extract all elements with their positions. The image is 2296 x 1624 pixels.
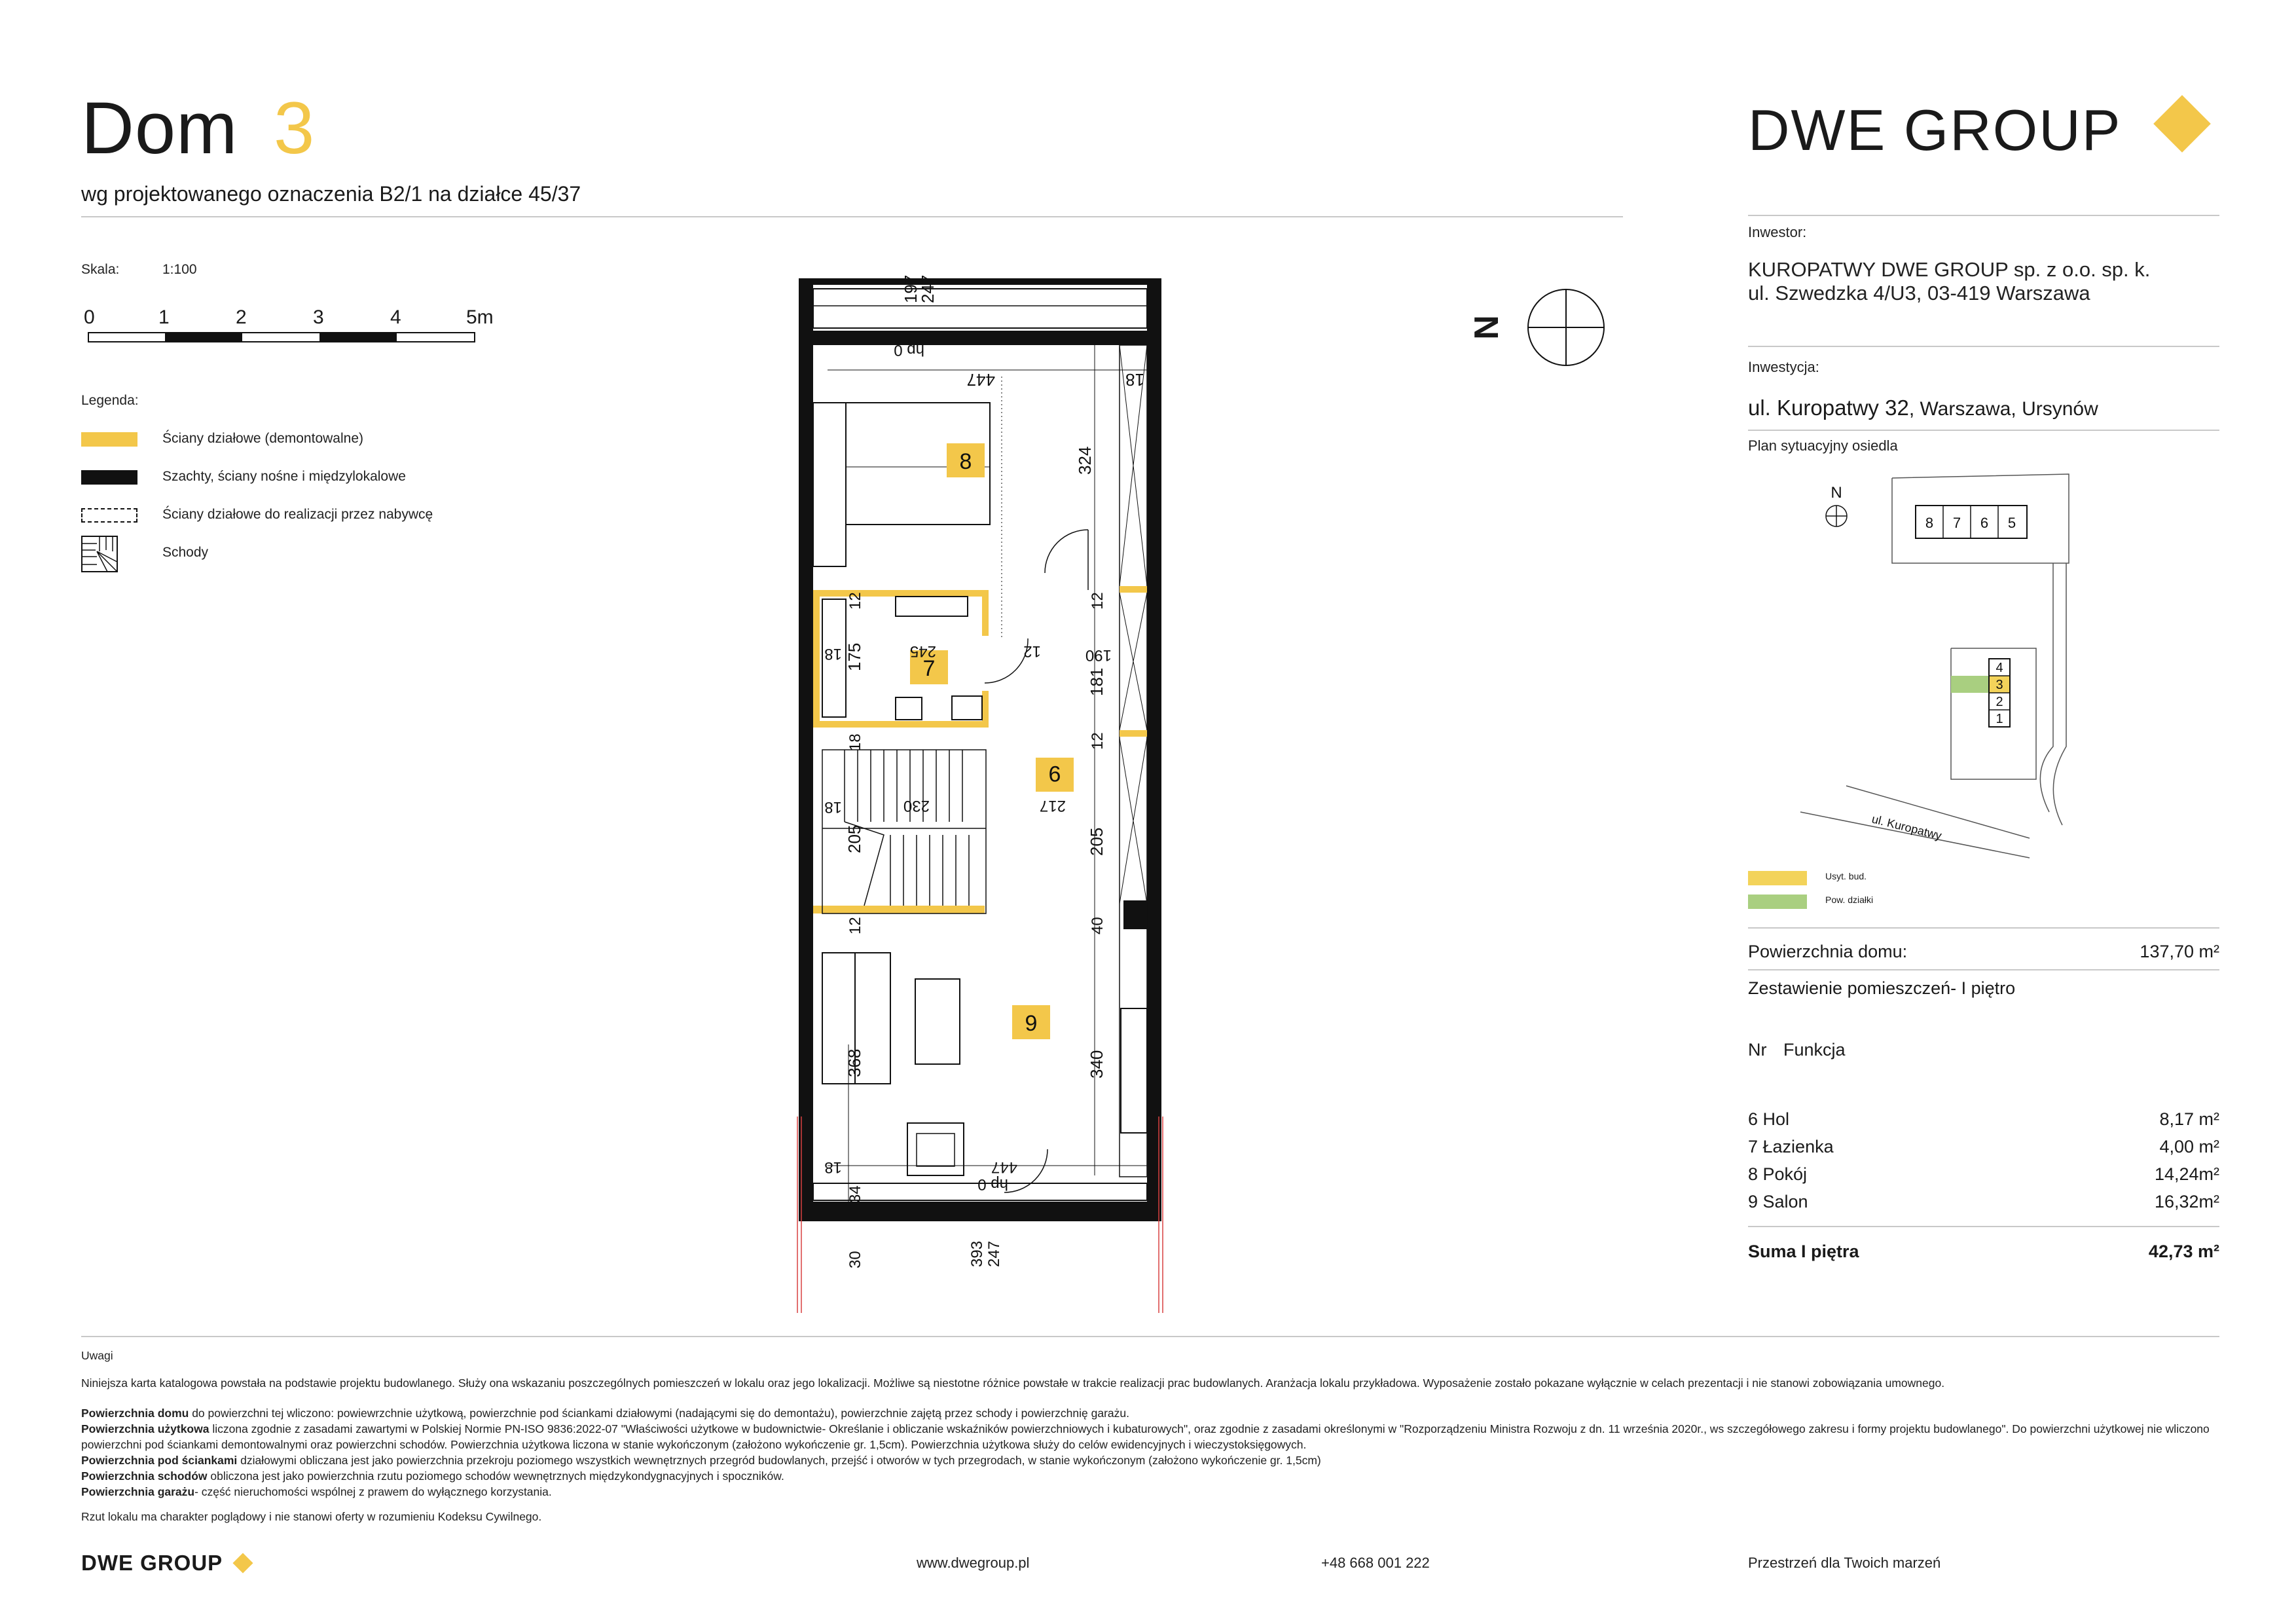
investment-address bbox=[1748, 396, 2098, 420]
note-def bbox=[81, 1484, 2219, 1500]
site-house-label: 7 bbox=[1952, 515, 1961, 531]
note-text: obliczona jest jako powierzchnia rzutu poziomego schodów wewnętrznych międzykondygnacyjnych i spoczników. bbox=[207, 1469, 784, 1483]
site-legend-swatch bbox=[1748, 895, 1807, 909]
total-label: Suma I piętra bbox=[1748, 1242, 1859, 1261]
dim-label: 12 bbox=[1023, 642, 1041, 660]
right-divider bbox=[1748, 1226, 2219, 1227]
dim-label: 181 bbox=[1087, 667, 1106, 696]
col-nr: Nr bbox=[1748, 1040, 1767, 1060]
room-tag-label: 9 bbox=[1025, 1011, 1038, 1036]
site-house-label: 4 bbox=[1995, 661, 2003, 675]
dim-label: 12 bbox=[847, 592, 864, 610]
room-area: 14,24m² bbox=[2154, 1164, 2219, 1184]
page-subtitle: wg projektowanego oznaczenia B2/1 na działce 45/37 bbox=[81, 182, 581, 206]
dim-label: 18 bbox=[824, 798, 842, 816]
notes-disclaimer: Rzut lokalu ma charakter poglądowy i nie stanowi oferty w rozumieniu Kodeksu Cywilnego. bbox=[81, 1510, 542, 1523]
notes-intro: Niniejsza karta katalogowa powstała na podstawie projektu budowlanego. Służy ona wskazaniu poszczególnych pomieszczeń w lokalu oraz jego lokalizacji. Możliwe są niestotne różnice powstałe w trakcie realizacji prac budowlanych. Aranżacja lokalu przykładowa. Wyposażenie zostało pokazane wyłącznie w celach prezentacji i nie stanowi zobowiązania umownego. bbox=[81, 1376, 1945, 1390]
dim-label: 217 bbox=[1039, 797, 1066, 815]
note-def bbox=[81, 1468, 2219, 1484]
site-house-label: 6 bbox=[1980, 515, 1989, 531]
house-area-label: Powierzchnia domu: bbox=[1748, 942, 1908, 961]
room-name: 7 Łazienka bbox=[1748, 1137, 1834, 1156]
dim-label: 190 bbox=[1085, 646, 1112, 664]
room-name: 6 Hol bbox=[1748, 1109, 1790, 1129]
site-legend-label: Pow. działki bbox=[1825, 895, 1874, 905]
scale-bar bbox=[88, 330, 481, 344]
note-term: Powierzchnia schodów bbox=[81, 1469, 208, 1483]
room-area: 16,32m² bbox=[2154, 1192, 2219, 1211]
dim-label: 230 bbox=[903, 797, 930, 815]
house-number: 3 bbox=[274, 87, 315, 169]
right-divider bbox=[1748, 346, 2219, 347]
legend-swatch-partition bbox=[81, 432, 137, 447]
legend-label: Ściany działowe do realizacji przez nabywcę bbox=[162, 507, 433, 522]
site-plan bbox=[1794, 471, 2108, 864]
legend-title: Legenda: bbox=[81, 393, 139, 408]
house-area-row bbox=[1748, 942, 2219, 965]
dim-label: 368 bbox=[845, 1048, 864, 1077]
dim-label: 18 bbox=[824, 645, 842, 663]
site-plan-label: Plan sytuacyjny osiedla bbox=[1748, 437, 1898, 454]
investment-label: Inwestycja: bbox=[1748, 359, 1819, 375]
dim-label: 18 bbox=[824, 1158, 842, 1176]
dim-label: 18 bbox=[847, 733, 864, 751]
dim-label: 247 bbox=[918, 274, 938, 303]
dim-label: 12 bbox=[847, 917, 864, 934]
dim-label: 30 bbox=[847, 1251, 864, 1268]
room-area: 8,17 m² bbox=[2159, 1109, 2219, 1129]
scale-tick: 5m bbox=[466, 306, 494, 328]
scale-ticks bbox=[81, 306, 500, 333]
dim-label: 393 bbox=[968, 1240, 986, 1267]
room-name: 8 Pokój bbox=[1748, 1164, 1808, 1184]
room-tag-label: 7 bbox=[922, 656, 936, 681]
site-house-label: 3 bbox=[1995, 678, 2003, 692]
dim-label: 40 bbox=[1089, 917, 1106, 934]
scale-tick: 2 bbox=[236, 306, 247, 328]
scale-tick: 4 bbox=[390, 306, 401, 328]
dim-label: 12 bbox=[1089, 732, 1106, 750]
dim-label: 247 bbox=[985, 1240, 1003, 1267]
note-term: Powierzchnia garażu bbox=[81, 1485, 195, 1498]
notes-definitions bbox=[81, 1405, 2219, 1500]
total-row bbox=[1748, 1242, 2219, 1265]
note-term: Powierzchnia domu bbox=[81, 1407, 189, 1420]
dim-label: hp 0 bbox=[894, 341, 924, 359]
site-house-label: 2 bbox=[1995, 695, 2003, 709]
total-value: 42,73 m² bbox=[2148, 1242, 2219, 1261]
legend-label: Szachty, ściany nośne i międzylokalowe bbox=[162, 469, 406, 484]
footer-logo: DWE GROUP bbox=[81, 1551, 223, 1575]
site-legend-label: Usyt. bud. bbox=[1825, 871, 1867, 881]
scale-tick: 0 bbox=[84, 306, 95, 328]
investor-address: ul. Szwedzka 4/U3, 03-419 Warszawa bbox=[1748, 282, 2090, 304]
brand-logo: DWE GROUP bbox=[1748, 98, 2122, 162]
notes-divider bbox=[81, 1336, 2219, 1337]
footer-website[interactable]: www.dwegroup.pl bbox=[917, 1555, 1030, 1571]
note-text: do powierzchni tej wliczono: powiewrzchnie użytkową, powierzchnie pod ściankami działowymi (nadającymi się do demontażu), powierzchnie zajętą przez schody i powierzchnię garażu. bbox=[189, 1407, 1129, 1420]
investor-label: Inwestor: bbox=[1748, 224, 1807, 240]
site-north: N bbox=[1831, 484, 1842, 502]
scale-value: 1:100 bbox=[162, 262, 197, 277]
north-label: N bbox=[1467, 315, 1506, 340]
room-name: 9 Salon bbox=[1748, 1192, 1808, 1211]
dim-label: 205 bbox=[1087, 827, 1106, 856]
dim-label: 197 bbox=[901, 274, 920, 303]
dim-label: 324 bbox=[1075, 446, 1095, 475]
site-house-label: 1 bbox=[1995, 712, 2003, 726]
note-def bbox=[81, 1452, 2219, 1468]
legend-swatch-bearing bbox=[81, 470, 137, 485]
house-area-value: 137,70 m² bbox=[2140, 942, 2219, 961]
investment-street: ul. Kuropatwy 32 bbox=[1748, 396, 1909, 420]
scale-label: Skala: bbox=[81, 262, 120, 277]
compass-icon bbox=[1525, 287, 1607, 368]
note-text: działowymi obliczana jest jako powierzchnia przekroju poziomego wszystkich wewnętrznych przegród budowlanych, przejść i otworów w tych przegrodach, w stanie wykończonym (założono wykończenie gr. 1,5cm) bbox=[237, 1454, 1321, 1467]
floor-plan bbox=[786, 272, 1192, 1320]
page-title: Dom bbox=[81, 87, 238, 169]
site-street-label: ul. Kuropatwy bbox=[1870, 812, 1943, 843]
room-area: 4,00 m² bbox=[2159, 1137, 2219, 1156]
dim-label: 175 bbox=[845, 642, 864, 671]
investment-city: , Warszawa, Ursynów bbox=[1908, 398, 2098, 420]
legend-swatch-buyer bbox=[81, 508, 137, 523]
note-def bbox=[81, 1405, 2219, 1421]
dim-label: 340 bbox=[1087, 1050, 1106, 1079]
logo-diamond-icon bbox=[2153, 95, 2211, 153]
dim-label: 447 bbox=[991, 1158, 1017, 1176]
footer-phone[interactable]: +48 668 001 222 bbox=[1321, 1555, 1430, 1571]
legend-label: Schody bbox=[162, 545, 209, 560]
right-divider bbox=[1748, 969, 2219, 970]
room-tag-label: 9 bbox=[1048, 761, 1061, 786]
note-text: - część nieruchomości wspólnej z prawem do wyłącznego korzystania. bbox=[194, 1485, 552, 1498]
site-house-label: 5 bbox=[2007, 515, 2016, 531]
right-divider bbox=[1748, 430, 2219, 431]
room-row bbox=[1748, 1192, 2219, 1215]
dim-label: 12 bbox=[1089, 592, 1106, 610]
col-function: Funkcja bbox=[1783, 1040, 1846, 1060]
dim-label: 205 bbox=[845, 824, 864, 853]
stairs-icon bbox=[81, 536, 118, 572]
note-term: Powierzchnia pod ściankami bbox=[81, 1454, 238, 1467]
dim-label: 34 bbox=[847, 1185, 864, 1203]
note-text: liczona zgodnie z zasadami zawartymi w Polskiej Normie PN-ISO 9836:2022-07 "Właściwości użytkowe w budownictwie- Określanie i obliczanie wskaźników powierzchniowych i kubaturowych", oraz zgodnie z zasadami określonymi w "Rozporządzeniu Ministra Rozwoju z dn. 11 września 2020r., ws szczegółowego zakresu i formy projektu budowlanego". Do powierzchni użytkowej nie wliczono powierzchni pod ściankami demontowalnymi oraz powierzchni schodów. Powierzchnia użytkowa liczona w stanie wykończonym (założono wykończenie gr. 1,5cm). Powierzchnia użytkowa służy do celów ewidencyjnych i wieczystoksięgowych. bbox=[81, 1422, 2210, 1451]
room-row bbox=[1748, 1109, 2219, 1133]
dim-label: 447 bbox=[966, 370, 995, 390]
right-divider bbox=[1748, 927, 2219, 929]
right-divider bbox=[1748, 215, 2219, 216]
scale-tick: 3 bbox=[313, 306, 324, 328]
dim-label: 245 bbox=[909, 642, 936, 660]
dim-label: hp 0 bbox=[977, 1175, 1008, 1193]
legend-label: Ściany działowe (demontowalne) bbox=[162, 431, 363, 446]
room-row bbox=[1748, 1164, 2219, 1188]
rooms-title: Zestawienie pomieszczeń- I piętro bbox=[1748, 978, 2016, 998]
investor-name: KUROPATWY DWE GROUP sp. z o.o. sp. k. bbox=[1748, 258, 2151, 281]
footer-diamond-icon bbox=[232, 1553, 253, 1573]
site-house-label: 8 bbox=[1925, 515, 1934, 531]
room-tag-label: 8 bbox=[959, 449, 972, 474]
header-divider bbox=[81, 216, 1623, 217]
scale-tick: 1 bbox=[158, 306, 170, 328]
room-row bbox=[1748, 1137, 2219, 1160]
note-term: Powierzchnia użytkowa bbox=[81, 1422, 210, 1435]
notes-title: Uwagi bbox=[81, 1349, 113, 1362]
dim-label: 18 bbox=[1125, 370, 1144, 390]
note-def bbox=[81, 1421, 2219, 1452]
footer-slogan: Przestrzeń dla Twoich marzeń bbox=[1748, 1555, 1941, 1571]
site-legend-swatch bbox=[1748, 871, 1807, 885]
